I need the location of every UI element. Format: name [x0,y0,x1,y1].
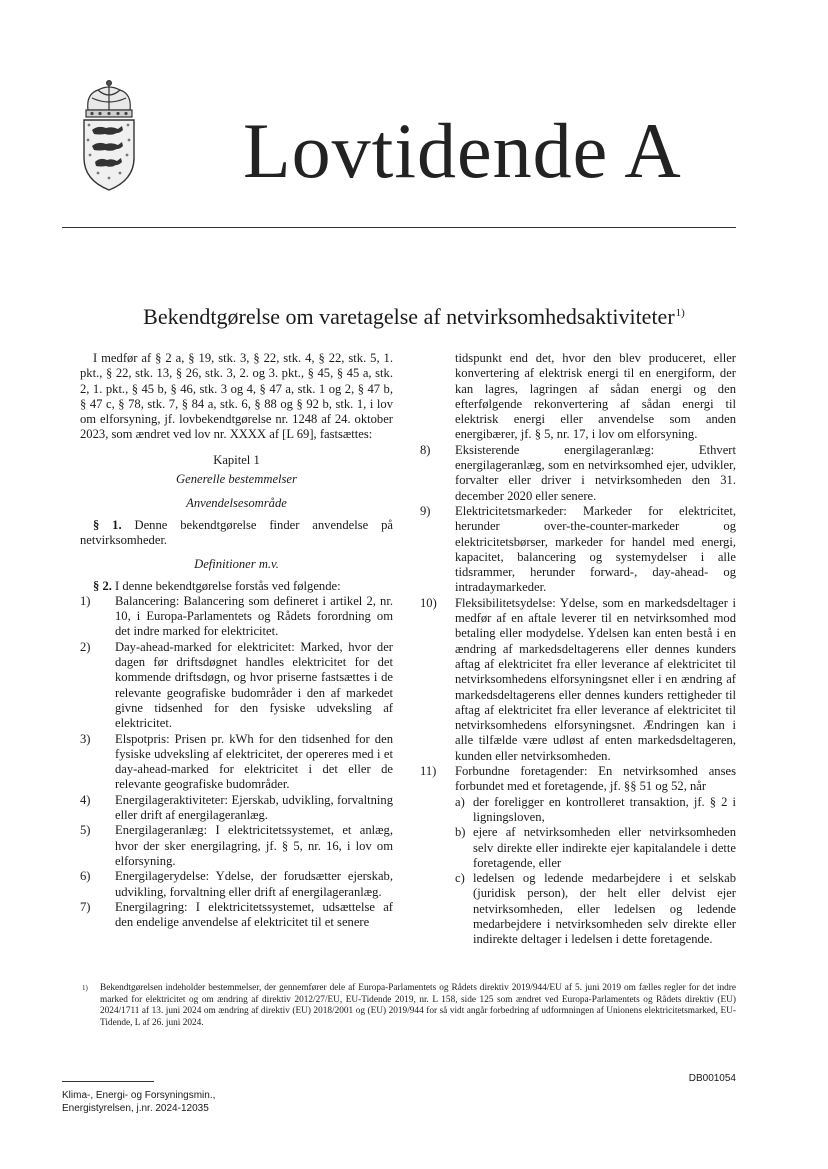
chapter-title: Generelle bestemmelser [176,472,297,487]
document-title-text: Bekendtgørelse om varetagelse af netvirksomhedsaktiviteter [143,304,675,329]
definition-item [80,732,393,793]
definition-7-continued [420,351,736,443]
definition-number: 11) [420,764,437,779]
definition-number: 5) [80,823,91,838]
definition-text: tidspunkt end det, hvor den blev produceret, eller konvertering af elektrisk energi til en energiform, der kan lagres, lagringen af sådan energi og den efterfølgende rekonvertering af sådan energi til elektrisk energi eller anvendelse som anden energibærer, jf. § 5, nr. 17, i lov om elforsyning. [455,351,736,442]
definition-text: Eksisterende energilageranlæg: Ethvert energilageranlæg, som en netvirksomhed ejer, udvikler, forvalter eller driver i netvirksomheden den 31. december 2020 eller senere. [455,442,736,503]
definition-text: Day-ahead-marked for elektricitet: Marked, hvor der dagen før driftsdøgnet handles elektricitet for det kommende driftsdøgn, og hvor priserne fastsættes i de relevante geografiske budområder i den af markedet givne tidsenhed for den fysiske udveksling af elektricitet. [115,639,393,731]
footnote-text: Bekendtgørelsen indeholder bestemmelser, der gennemfører dele af Europa-Parlamentets og Rådets direktiv 2019/944/EU af 5. juni 2019 om fælles regler for det indre marked for elektricitet og om ændring af direktiv 2012/27/EU, EU-Tidende 2019, nr. L 158, side 125 som ændret ved Europa-Parlamentets og Rådets direktiv (EU) 2024/1711 af 13. juni 2024 om ændring af direktiv (EU) 2018/2001 og (EU) 2019/944 for så vidt angår forbedring af udformningen af Unionens elektricitetsmarked, EU-Tidende, L af 26. juni 2024. [100,983,736,1028]
sub-item-text: der foreligger en kontrolleret transaktion, jf. § 2 i ligningsloven, [473,794,736,824]
document-id: DB001054 [688,1073,736,1084]
footnote [80,983,736,1029]
definition-number: 8) [420,442,431,457]
section-1-label: § 1. [93,517,122,532]
footnote-mark: 1) [82,984,88,992]
definition-text: Elspotpris: Prisen pr. kWh for den tidsenhed for den fysiske udveksling af elektricitet, der opereres med i et day-ahead-marked for elektricitet i det eller de relevante geografiske budområder. [115,731,393,792]
definition-text: Fleksibilitetsydelse: Ydelse, som en markedsdeltager i medfør af en aftale leverer til en netvirksomhed mod betaling eller modydelse. Ydelsen kan enten bestå i en ændring af markedsdeltagerens eller dennes kunders aftag af elektricitet fra eller leverance af elektricitet til netvirksomhedens elforsyningsnet eller i en ændring af markedsdeltagerens eller dennes kunders rettigheder til aftag af elektricitet fra eller leverance af elektricitet til netvirksomhedens elforsyningsnet. Ændringen kan i alle tilfælde være udløst af enten markedsdeltageren, kunden eller netvirksomheden. [455,595,736,763]
document-title [0,304,828,330]
definition-item [80,900,393,931]
definition-number: 10) [420,595,437,610]
section-2 [80,579,393,594]
definition-text: Energilagring: I elektricitetssystemet, udsættelse af den endelige anvendelse af elektricitet til et senere [115,899,393,930]
definition-item [80,869,393,900]
definition-text: Energilagerydelse: Ydelse, der forudsætter ejerskab, udvikling, forvaltning eller drift af energilageranlæg. [115,869,393,899]
section-2-text: I denne bekendtgørelse forstås ved følgende: [115,578,341,593]
definition-item [80,594,393,640]
definition-text: Energilageranlæg: I elektricitetssystemet, et anlæg, hvor der sker energilagring, jf. § 5, nr. 16, i lov om elforsyning. [115,823,393,868]
sub-item [455,795,736,826]
scope-heading: Anvendelsesområde [186,496,287,511]
definition-number: 7) [80,899,91,914]
definition-item [420,764,736,795]
sub-item [455,871,736,947]
definition-number: 3) [80,731,91,746]
sub-item [455,825,736,871]
definition-item [80,793,393,824]
left-column [80,351,393,930]
section-1 [80,518,393,549]
ministry-line-1: Klima-, Energi- og Forsyningsmin., [62,1090,216,1101]
section-2-label: § 2. [93,578,112,593]
definition-text: Energilageraktiviteter: Ejerskab, udvikling, forvaltning eller drift af energilageranlæg. [115,792,393,823]
preamble: I medfør af § 2 a, § 19, stk. 3, § 22, stk. 4, § 22, stk. 5, 1. pkt., § 22, stk. 13, § 26, stk. 3, 2. og 3. pkt., § 45, § 45 a, stk. 2, 1. pkt., § 45 b, § 46, stk. 3 og 4, § 47 a, stk. 1 og 2, § 47 b, § 47 c, § 78, stk. 7, § 84 a, stk. 6, § 88 og § 92 b, stk. 1, i lov om elforsyning, jf. lovbekendtgørelse nr. 1248 af 24. oktober 2023, som ændret ved lov nr. XXXX af [L 69], fastsættes: [80,351,393,442]
sub-item-letter: b) [455,825,466,840]
ministry-info [62,1090,215,1115]
ministry-line-2: Energistyrelsen, j.nr. 2024-12035 [62,1102,209,1114]
definition-item [420,443,736,504]
definition-number: 9) [420,503,431,518]
right-column [420,351,736,948]
definition-text: Balancering: Balancering som defineret i artikel 2, nr. 10, i Europa-Parlamentets og Rådets forordning om det indre marked for elektricitet. [115,593,393,639]
sub-item-text: ledelsen og ledende medarbejdere i et selskab (juridisk person), der helt eller delvist ejer netvirksomheden, eller ledelsen og ledende medarbejdere i netvirksomheden selv direkte eller indirekte deltager i ledelsen i dette foretagende. [473,871,736,947]
publication-title: Lovtidende A [243,107,682,194]
sub-item-letter: c) [455,871,465,886]
definition-item [420,504,736,596]
chapter-number: Kapitel 1 [213,452,260,467]
definitions-heading: Definitioner m.v. [194,557,279,572]
sub-item-text: ejere af netvirksomheden eller netvirksomheden selv direkte eller indirekte ejer kapitalandele i dette foretagende, eller [473,825,736,870]
definition-item [80,823,393,869]
ministry-rule [62,1081,154,1082]
title-footnote-mark: 1) [675,306,685,319]
definition-item [80,640,393,732]
definition-number: 6) [80,869,91,884]
definition-number: 2) [80,639,91,654]
section-1-text: Denne bekendtgørelse finder anvendelse på netvirksomheder. [80,517,393,547]
definition-number: 1) [80,593,91,608]
danish-royal-coat-of-arms-icon [78,80,140,192]
definition-text: Forbundne foretagender: En netvirksomhed anses forbundet med et foretagende, jf. §§ 51 og 52, når [455,764,736,794]
definition-number: 4) [80,792,91,807]
masthead-rule [62,227,736,228]
definition-item [420,596,736,764]
sub-item-letter: a) [455,794,465,809]
definition-text: Elektricitetsmarkeder: Markeder for elektricitet, herunder over-the-counter-markeder og elektricitetsbørser, markeder for handel med energi, kapacitet, balancering og systemydelser i alle tidsrammer, herunder forward-, day-ahead- og intradaymarkeder. [455,503,736,595]
